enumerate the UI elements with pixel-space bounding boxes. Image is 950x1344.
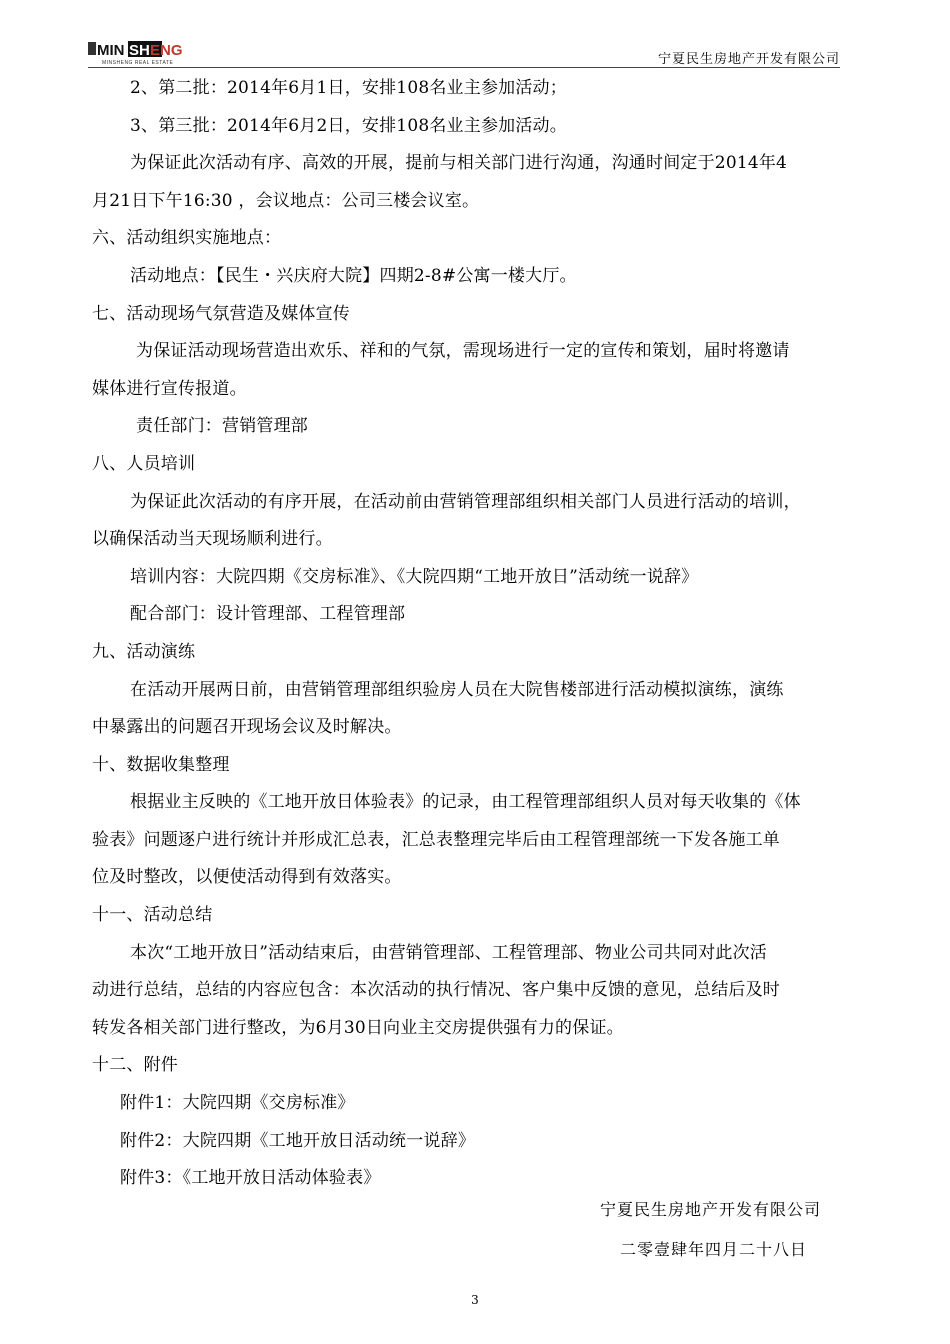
document-line: 2、第二批：2014年6月1日，安排108名业主参加活动；	[130, 78, 567, 98]
document-line: 附件3：《工地开放日活动体验表》	[120, 1168, 381, 1189]
minsheng-logo	[88, 38, 198, 66]
document-line: 3、第三批：2014年6月2日，安排108名业主参加活动。	[130, 115, 567, 136]
document-line: 培训内容：大院四期《交房标准》、《大院四期“工地开放日”活动统一说辞》	[130, 566, 699, 587]
svg-text:SH: SH	[129, 42, 150, 59]
document-line: 十二、附件	[92, 1055, 178, 1076]
page-header	[88, 38, 840, 68]
page-number: 3	[471, 1293, 479, 1307]
header-company-name: 宁夏民生房地产开发有限公司	[657, 52, 840, 67]
document-line: 为保证此次活动有序、高效的开展，提前与相关部门进行沟通，沟通时间定于2014年4	[130, 153, 788, 174]
signature-company: 宁夏民生房地产开发有限公司	[600, 1200, 822, 1219]
document-line: 为保证活动现场营造出欢乐、祥和的气氛，需现场进行一定的宣传和策划，届时将邀请	[136, 341, 790, 362]
document-line: 转发各相关部门进行整改，为6月30日向业主交房提供强有力的保证。	[92, 1017, 624, 1038]
document-line: 责任部门：营销管理部	[136, 416, 308, 437]
header-divider	[88, 67, 840, 68]
document-line: 活动地点：【民生・兴庆府大院】四期2-8#公寓一楼大厅。	[130, 265, 577, 286]
document-line: 附件2：大院四期《工地开放日活动统一说辞》	[120, 1130, 476, 1151]
document-line: 六、活动组织实施地点：	[92, 228, 282, 249]
document-line: 以确保活动当天现场顺利进行。	[92, 529, 333, 550]
document-line: 在活动开展两日前，由营销管理部组织验房人员在大院售楼部进行活动模拟演练，演练	[130, 679, 784, 700]
svg-text:ENG: ENG	[150, 42, 183, 59]
document-line: 附件1：大院四期《交房标准》	[120, 1093, 355, 1114]
document-line: 九、活动演练	[92, 641, 196, 662]
document-line: 中暴露出的问题召开现场会议及时解决。	[92, 717, 402, 738]
document-line: 十一、活动总结	[92, 905, 213, 926]
document-line: 月21日下午16:30 ，会议地点：公司三楼会议室。	[92, 190, 480, 211]
document-line: 为保证此次活动的有序开展，在活动前由营销管理部组织相关部门人员进行活动的培训，	[130, 491, 801, 512]
document-line: 十、数据收集整理	[92, 754, 230, 775]
signature-date: 二零壹肆年四月二十八日	[620, 1240, 808, 1259]
document-line: 配合部门：设计管理部、工程管理部	[130, 604, 406, 625]
document-line: 动进行总结，总结的内容应包含：本次活动的执行情况、客户集中反馈的意见，总结后及时	[92, 980, 780, 1001]
document-line: 根据业主反映的《工地开放日体验表》的记录，由工程管理部组织人员对每天收集的《体	[130, 792, 801, 813]
document-body	[92, 70, 864, 1198]
document-line: 本次“工地开放日”活动结束后，由营销管理部、工程管理部、物业公司共同对此次活	[130, 942, 767, 963]
document-line: 位及时整改，以便使活动得到有效落实。	[92, 867, 402, 888]
document-line: 七、活动现场气氛营造及媒体宣传	[92, 303, 350, 324]
document-line: 媒体进行宣传报道。	[92, 378, 247, 399]
svg-text:MIN: MIN	[97, 42, 125, 59]
document-line: 八、人员培训	[92, 453, 196, 474]
document-line: 验表》问题逐户进行统计并形成汇总表，汇总表整理完毕后由工程管理部统一下发各施工单	[92, 829, 780, 850]
svg-text:MINSHENG REAL ESTATE: MINSHENG REAL ESTATE	[102, 60, 174, 66]
